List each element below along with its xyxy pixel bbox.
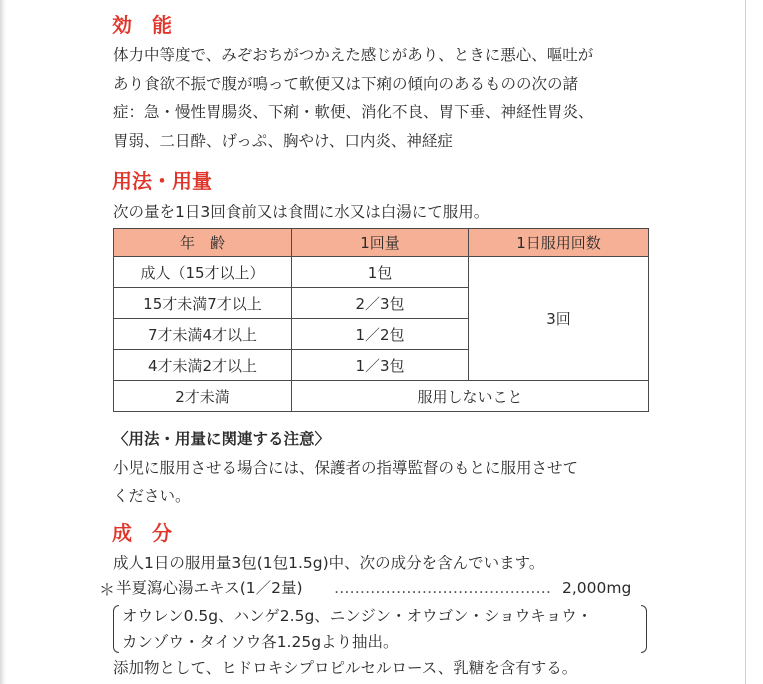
age-cell: 4才未満2才以上 — [114, 350, 292, 381]
age-cell: 成人（15才以上） — [114, 257, 292, 288]
age-cell: 2才未満 — [114, 381, 292, 412]
table-row — [114, 257, 649, 288]
precaution-line-1: 小児に服用させる場合には、保護者の指導監督のもとに服用させて — [113, 458, 579, 477]
efficacy-heading: 効 能 — [112, 13, 172, 37]
dosage-intro: 次の量を1日3回食前又は食間に水又は白湯にて服用。 — [113, 203, 490, 221]
page-shadow-left — [0, 0, 6, 684]
header-dose: 1回量 — [292, 229, 469, 257]
ingredient-sources — [122, 603, 592, 655]
age-cell: 15才未満7才以上 — [114, 288, 292, 319]
source-line-1: オウレン0.5g、ハンゲ2.5g、ニンジン・オウゴン・ショウキョウ・ — [122, 607, 593, 625]
times-per-day-cell: 3回 — [469, 257, 649, 381]
dose-cell: 1／3包 — [292, 350, 469, 381]
ingredients-intro: 成人1日の服用量3包(1包1.5g)中、次の成分を含んでいます。 — [113, 554, 545, 572]
efficacy-line-4: 胃弱、二日酔、げっぷ、胸やけ、口内炎、神経症 — [113, 131, 453, 150]
right-bracket — [641, 605, 647, 653]
source-line-2: カンゾウ・タイソウ各1.25gより抽出。 — [122, 633, 399, 651]
dosage-table — [113, 228, 649, 412]
additives-text: 添加物として、ヒドロキシプロピルセルロース、乳糖を含有する。 — [113, 659, 578, 677]
dosage-table-header — [114, 229, 649, 257]
header-times: 1日服用回数 — [469, 229, 649, 257]
efficacy-line-3: 症：急・慢性胃腸炎、下痢・軟便、消化不良、胃下垂、神経性胃炎、 — [113, 103, 594, 121]
left-bracket — [113, 605, 119, 653]
ingredient-amount: 2,000mg — [562, 579, 632, 597]
precaution-block — [113, 425, 578, 511]
header-age: 年 齢 — [114, 229, 292, 257]
precaution-line-2: ください。 — [113, 487, 191, 505]
dosage-heading: 用法・用量 — [112, 169, 212, 193]
efficacy-text — [113, 41, 594, 155]
asterisk-marker: ＊ — [99, 580, 116, 599]
dose-cell: 1／2包 — [292, 319, 469, 350]
leader-dots: …………………………………… — [334, 579, 551, 597]
efficacy-line-1: 体力中等度で、みぞおちがつかえた感じがあり、ときに悪心、嘔吐が — [113, 46, 594, 64]
dose-cell: 1包 — [292, 257, 469, 288]
ingredient-name: 半夏瀉心湯エキス(1／2量) — [116, 579, 303, 597]
page-border-right — [745, 0, 746, 684]
dose-cell: 2／3包 — [292, 288, 469, 319]
ingredients-heading: 成 分 — [112, 521, 172, 545]
age-cell: 7才未満4才以上 — [114, 319, 292, 350]
efficacy-line-2: あり食欲不振で腹が鳴って軟便又は下痢の傾向のあるものの次の諸 — [113, 74, 579, 93]
do-not-take-cell: 服用しないこと — [292, 381, 649, 412]
table-row — [114, 381, 649, 412]
precaution-title: 〈用法・用量に関連する注意〉 — [113, 430, 331, 448]
